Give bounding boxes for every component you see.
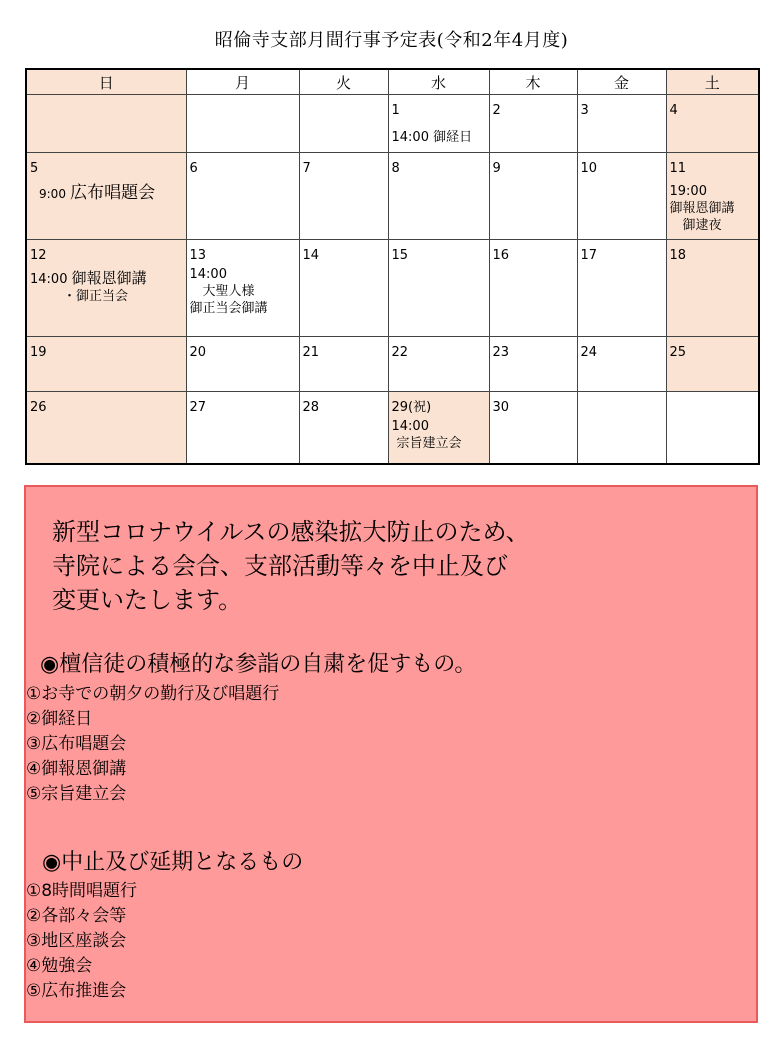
- day-number: 10: [580, 161, 598, 176]
- day-number: 4: [669, 103, 678, 118]
- day-number: 19: [30, 345, 47, 360]
- day-number: 16: [492, 248, 510, 263]
- calendar-cell-day-2: [489, 95, 577, 153]
- calendar-cell-day-10: [577, 153, 666, 240]
- day-number: 9: [492, 161, 501, 176]
- notice-headline-line: 寺院による会合、支部活動等々を中止及び: [52, 552, 508, 580]
- calendar-cell-day-5: [26, 153, 186, 240]
- weekday-wed: 水: [388, 69, 489, 95]
- calendar-cell-day-17: [577, 240, 666, 337]
- list-item: ②各部々会等: [26, 906, 127, 926]
- notice-headline-line: 変更いたします。: [52, 586, 243, 614]
- notice-headline-line: 新型コロナウイルスの感染拡大防止のため、: [52, 518, 530, 546]
- calendar-cell-day-30: [489, 392, 577, 464]
- list-item: ⑤広布推進会: [26, 981, 127, 1001]
- weekday-fri: 金: [577, 69, 666, 95]
- day-number: 7: [302, 161, 311, 176]
- day-number: 23: [492, 345, 510, 360]
- calendar-cell-day-29: [388, 392, 489, 464]
- list-item: ④御報恩御講: [26, 759, 127, 779]
- section2-title: ◉中止及び延期となるもの: [42, 850, 304, 875]
- notice-headline: [52, 515, 530, 617]
- calendar-cell-day-12: [26, 240, 186, 337]
- event-title: 御報恩御講: [669, 201, 735, 216]
- event-title: 御報恩御講: [71, 269, 147, 287]
- event-title-line2: 御逮夜: [682, 218, 722, 233]
- day-number: 27: [189, 400, 207, 415]
- event-text: [27, 270, 186, 288]
- day-number: 26: [30, 400, 47, 415]
- list-item: ③広布唱題会: [26, 734, 127, 754]
- list-item: ①8時間唱題行: [26, 881, 138, 901]
- calendar-cell-day-22: [388, 337, 489, 392]
- day-number: 8: [391, 161, 400, 176]
- day-number: 14: [302, 248, 320, 263]
- calendar-cell-empty: [186, 95, 299, 153]
- page-title: 昭倫寺支部月間行事予定表(令和2年4月度): [214, 30, 569, 51]
- week-row-5: [26, 392, 759, 464]
- week-row-3: [26, 240, 759, 337]
- event-title: 宗旨建立会: [396, 436, 462, 451]
- calendar-cell-day-20: [186, 337, 299, 392]
- calendar-cell-day-23: [489, 337, 577, 392]
- calendar-cell-day-16: [489, 240, 577, 337]
- event-time: 14:00: [391, 419, 429, 434]
- calendar-cell-day-9: [489, 153, 577, 240]
- day-number: 22: [391, 345, 409, 360]
- weekday-tue: 火: [299, 69, 388, 95]
- week-row-1: [26, 95, 759, 153]
- week-row-4: [26, 337, 759, 392]
- calendar-cell-day-1: [388, 95, 489, 153]
- section1-list: [26, 682, 279, 807]
- calendar-cell-day-18: [666, 240, 759, 337]
- calendar-cell-day-13: [186, 240, 299, 337]
- day-number: 15: [391, 248, 409, 263]
- list-item: ①お寺での朝夕の勤行及び唱題行: [26, 684, 280, 704]
- notice-box: [24, 485, 758, 1023]
- weekday-mon: 月: [186, 69, 299, 95]
- day-number: 18: [669, 248, 687, 263]
- event-time: 9:00: [39, 187, 66, 201]
- calendar-cell-day-19: [26, 337, 186, 392]
- calendar-cell-empty: [577, 392, 666, 464]
- day-number: 30: [492, 400, 510, 415]
- calendar-cell-day-25: [666, 337, 759, 392]
- event-title-line2: 御正当会御講: [189, 301, 268, 316]
- list-item: ②御経日: [26, 709, 93, 729]
- day-number: 24: [580, 345, 598, 360]
- calendar-cell-day-14: [299, 240, 388, 337]
- calendar-cell-empty: [26, 95, 186, 153]
- calendar-cell-day-15: [388, 240, 489, 337]
- day-number: 17: [580, 248, 598, 263]
- weekday-thu: 木: [489, 69, 577, 95]
- day-number: 11: [669, 161, 687, 176]
- event-title: 大聖人様: [202, 284, 255, 299]
- week-row-2: [26, 153, 759, 240]
- event-time: 14:00: [189, 267, 227, 282]
- calendar-cell-day-4: [666, 95, 759, 153]
- list-item: ⑤宗旨建立会: [26, 784, 127, 804]
- day-number: 13: [189, 248, 207, 263]
- event-text: [27, 185, 186, 203]
- day-number: 20: [189, 345, 207, 360]
- day-number: 5: [30, 161, 39, 176]
- day-number: 21: [302, 345, 320, 360]
- calendar-cell-day-11: [666, 153, 759, 240]
- calendar-cell-day-21: [299, 337, 388, 392]
- day-number: 2: [492, 103, 501, 118]
- event-title-line2: ・御正当会: [63, 289, 129, 304]
- day-number: 25: [669, 345, 687, 360]
- day-number: 12: [30, 248, 47, 263]
- calendar-cell-day-26: [26, 392, 186, 464]
- list-item: ④勉強会: [26, 956, 93, 976]
- calendar-table: [25, 68, 760, 465]
- event-title: 広布唱題会: [70, 183, 156, 203]
- weekday-sun: 日: [26, 69, 186, 95]
- day-number: 28: [302, 400, 320, 415]
- calendar-cell-day-6: [186, 153, 299, 240]
- calendar-cell-empty: [299, 95, 388, 153]
- list-item: ③地区座談会: [26, 931, 127, 951]
- event-text: 14:00 御経日: [391, 130, 473, 145]
- weekday-header-row: [26, 69, 759, 95]
- event-time: 14:00: [30, 272, 68, 287]
- weekday-sat: 土: [666, 69, 759, 95]
- day-number: 29(祝): [391, 400, 432, 415]
- section1-title: ◉檀信徒の積極的な参詣の自粛を促すもの。: [40, 652, 477, 677]
- day-number: 1: [391, 103, 400, 118]
- calendar-cell-empty: [666, 392, 759, 464]
- section2-list: [26, 879, 137, 1004]
- calendar-cell-day-7: [299, 153, 388, 240]
- calendar-cell-day-27: [186, 392, 299, 464]
- day-number: 6: [189, 161, 198, 176]
- event-time: 19:00: [669, 184, 707, 199]
- calendar-cell-day-28: [299, 392, 388, 464]
- calendar-cell-day-8: [388, 153, 489, 240]
- calendar-cell-day-3: [577, 95, 666, 153]
- calendar-cell-day-24: [577, 337, 666, 392]
- day-number: 3: [580, 103, 589, 118]
